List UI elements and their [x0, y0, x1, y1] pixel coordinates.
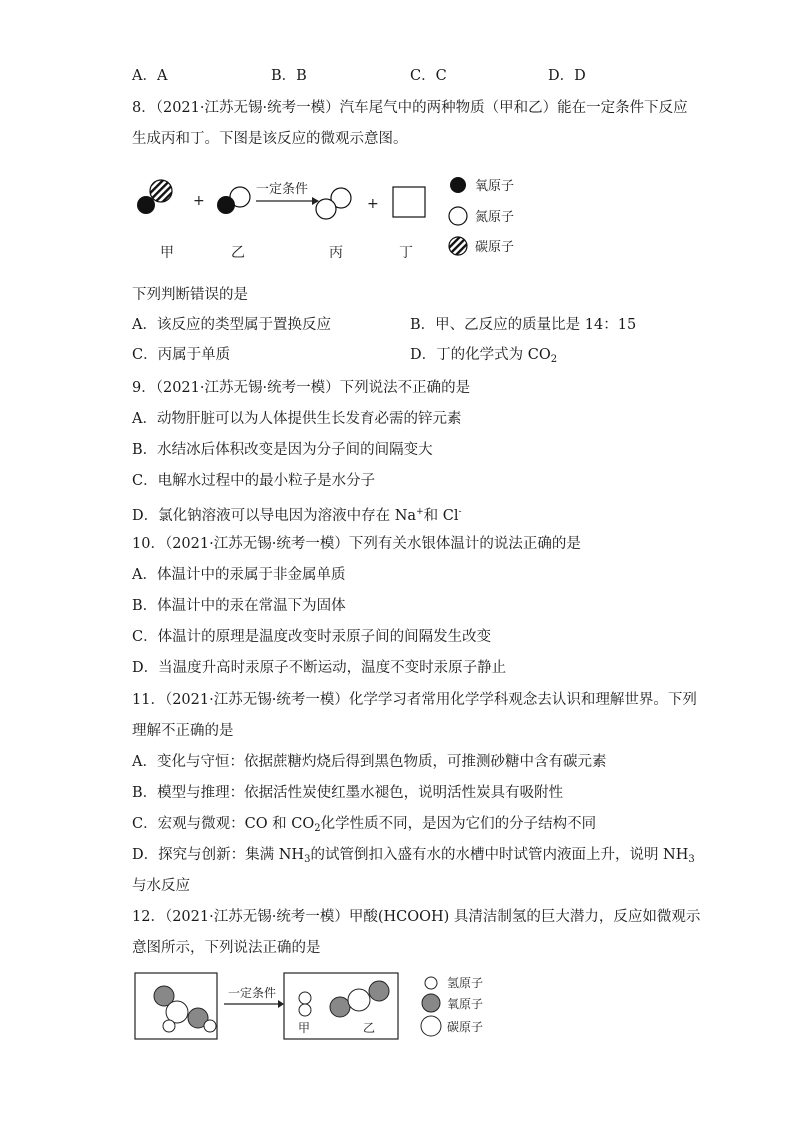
q11-option-c: [132, 814, 596, 839]
q8-option-a: A．该反应的类型属于置换反应: [132, 317, 331, 333]
q11-option-d: [132, 845, 695, 870]
plus-sign-1: +: [193, 193, 205, 209]
q7-option-b: B．B: [271, 68, 307, 84]
q11-option-b: B．模型与推理：依据活性炭使红墨水褪色，说明活性炭具有吸附性: [132, 785, 564, 801]
q11-option-c-post: 化学性质不同，是因为它们的分子结构不同: [320, 816, 597, 832]
q12-legend-oxygen: 氧原子: [447, 997, 484, 1011]
q11-option-d-mid: 的试管倒扣入盛有水的水槽中时试管内液面上升，说明 NH: [310, 847, 689, 863]
q9-option-d-mid: 和 Cl: [423, 508, 459, 524]
q12-arrow-label: 一定条件: [228, 986, 277, 1000]
q9-option-c: C．电解水过程中的最小粒子是水分子: [132, 473, 376, 489]
q10-option-b: B．体温计中的汞在常温下为固体: [132, 598, 346, 614]
label-jia: 甲: [160, 245, 174, 261]
q11-option-d-sub1: 3: [304, 854, 311, 865]
q8-arrow-label: 一定条件: [256, 182, 309, 197]
q7-option-d: D．D: [548, 68, 586, 84]
q7-option-c: C．C: [410, 68, 447, 84]
q12-legend-hydrogen: 氢原子: [447, 976, 484, 990]
q8-option-d-text: D．丁的化学式为 CO: [410, 347, 551, 363]
q8-reaction-diagram: [120, 165, 540, 270]
q12-legend: [421, 976, 483, 1036]
q8-option-d: [410, 345, 557, 370]
q11-option-a: A．变化与守恒：依据蔗糖灼烧后得到黑色物质，可推测砂糖中含有碳元素: [132, 754, 607, 770]
q10-option-d: D．当温度升高时汞原子不断运动，温度不变时汞原子静止: [132, 660, 507, 676]
q9-option-b: B．水结冰后体积改变是因为分子间的间隔变大: [132, 442, 433, 458]
q10-option-c: C．体温计的原理是温度改变时汞原子间的间隔发生改变: [132, 629, 492, 645]
q12-label-jia: 甲: [298, 1021, 311, 1035]
q8-option-b: B．甲、乙反应的质量比是 14：15: [410, 317, 637, 333]
q12-stem-line2: 意图所示，下列说法正确的是: [132, 940, 321, 956]
q7-option-a: A．A: [132, 68, 168, 84]
q12-legend-carbon: 碳原子: [447, 1020, 484, 1034]
q12-stem-line1: 12．（2021·江苏无锡·统考一模）甲酸(HCOOH) 具清洁制氢的巨大潜力，反应如微观示: [132, 909, 701, 925]
q8-stem-line2: 生成丙和丁。下图是该反应的微观示意图。: [132, 131, 408, 147]
legend-nitrogen: 氮原子: [475, 210, 515, 225]
q12-label-yi: 乙: [363, 1021, 376, 1035]
legend-carbon: 碳原子: [475, 240, 515, 255]
q11-stem-line2: 理解不正确的是: [132, 723, 234, 739]
q8-option-d-sub: 2: [550, 354, 558, 365]
q8-prompt: 下列判断错误的是: [132, 287, 248, 303]
q8-option-c: C．丙属于单质: [132, 347, 231, 363]
q11-option-d-text: D．探究与创新：集满 NH: [132, 847, 305, 863]
label-ding: 丁: [399, 245, 413, 261]
q11-option-c-text: C．宏观与微观：CO 和 CO: [132, 816, 315, 832]
molecule-ding-box: [393, 187, 425, 217]
q9-stem: 9．（2021·江苏无锡·统考一模）下列说法不正确的是: [132, 380, 471, 396]
q9-option-d-sup1: +: [416, 507, 424, 517]
label-yi: 乙: [231, 245, 245, 261]
q9-option-a: A．动物肝脏可以为人体提供生长发育必需的锌元素: [132, 411, 462, 427]
q11-option-d-sub2: 3: [688, 854, 695, 865]
q8-legend: [449, 177, 514, 255]
q10-option-a: A．体温计中的汞属于非金属单质: [132, 567, 346, 583]
label-bing: 丙: [329, 245, 343, 261]
q9-option-d: [132, 502, 462, 526]
q11-option-d-line2: 与水反应: [132, 878, 190, 894]
molecule-jia-co: [137, 180, 172, 214]
q11-stem-line1: 11．（2021·江苏无锡·统考一模）化学学习者常用化学学科观念去认识和理解世界。下列: [132, 692, 697, 708]
q8-stem-line1: 8．（2021·江苏无锡·统考一模）汽车尾气中的两种物质（甲和乙）能在一定条件下反应: [132, 100, 688, 116]
q9-option-d-text: D．氯化钠溶液可以导电因为溶液中存在 Na: [132, 508, 417, 524]
q12-reaction-diagram: [132, 968, 512, 1044]
q10-stem: 10．（2021·江苏无锡·统考一模）下列有关水银体温计的说法正确的是: [132, 536, 581, 552]
molecule-bing-n2: [316, 188, 351, 219]
legend-oxygen: 氧原子: [475, 179, 515, 194]
q11-option-c-sub: 2: [314, 823, 321, 834]
q9-option-d-sup2: -: [458, 507, 462, 517]
plus-sign-2: +: [367, 196, 379, 212]
molecule-yi-no: [217, 187, 250, 214]
